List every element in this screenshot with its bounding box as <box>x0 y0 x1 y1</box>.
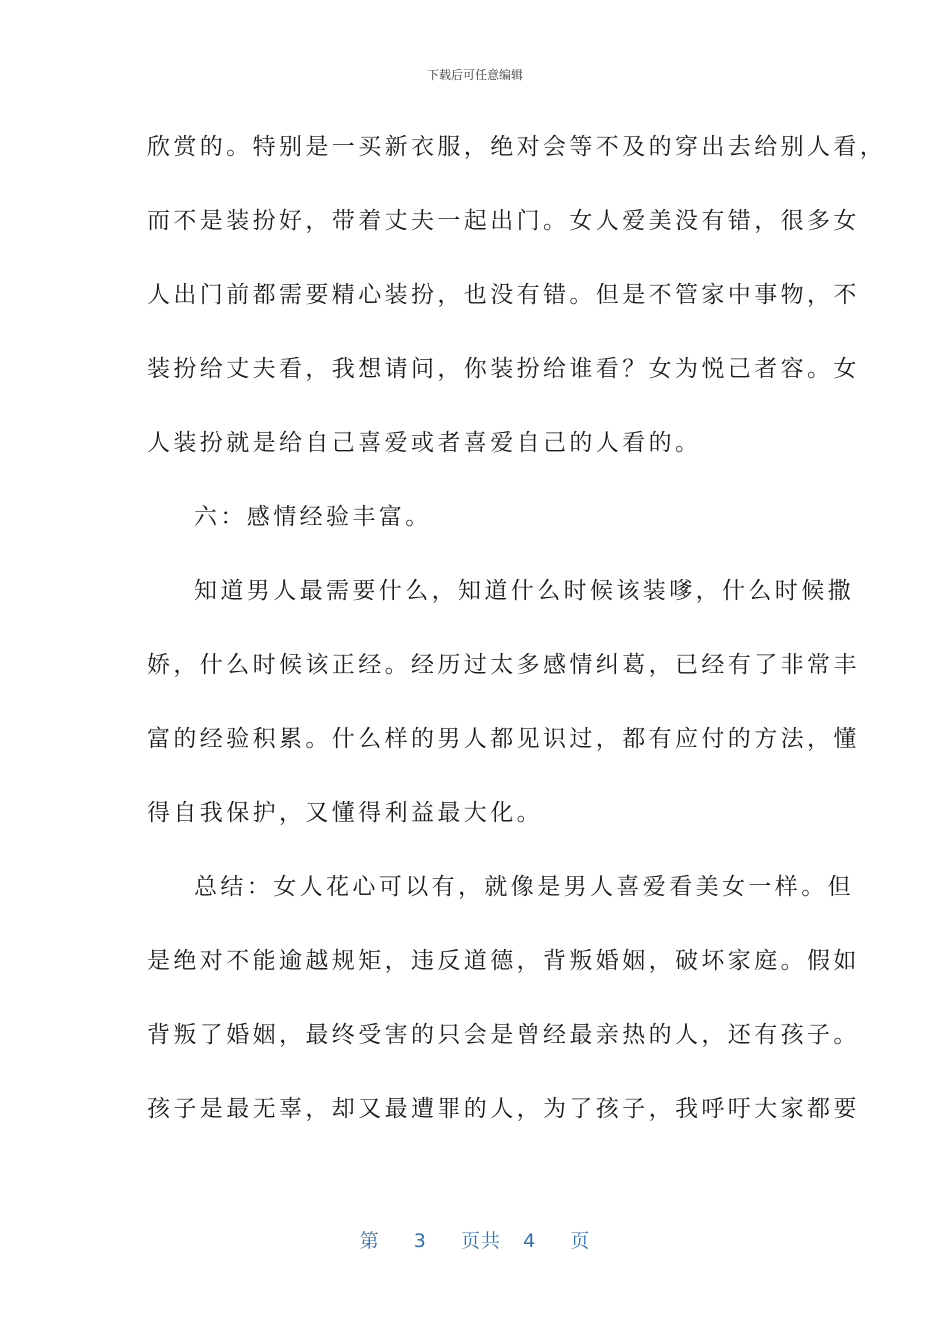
text-line: 得自我保护，又懂得利益最大化。 <box>147 800 543 826</box>
page-footer <box>0 1226 950 1253</box>
text-line: 而不是装扮好，带着丈夫一起出门。女人爱美没有错，很多女 <box>147 208 860 234</box>
text-line: 是绝对不能逾越规矩，违反道德，背叛婚姻，破坏家庭。假如 <box>147 948 860 974</box>
text-line: 娇，什么时候该正经。经历过太多感情纠葛，已经有了非常丰 <box>147 652 860 678</box>
text-line: 背叛了婚姻，最终受害的只会是曾经最亲热的人，还有孩子。 <box>147 1022 860 1048</box>
text-line: 欣赏的。特别是一买新衣服，绝对会等不及的穿出去给别人看， <box>147 134 887 160</box>
text-line: 孩子是最无辜，却又最遭罪的人，为了孩子，我呼吁大家都要 <box>147 1096 860 1122</box>
document-body <box>147 128 887 1164</box>
text-line: 人出门前都需要精心装扮，也没有错。但是不管家中事物，不 <box>147 282 860 308</box>
section-heading: 六：感情经验丰富。 <box>194 504 432 530</box>
page-middle: 页共 <box>460 1230 501 1252</box>
text-line: 总结：女人花心可以有，就像是男人喜爱看美女一样。但 <box>194 874 854 900</box>
page-suffix: 页 <box>570 1230 591 1252</box>
text-line: 人装扮就是给自己喜爱或者喜爱自己的人看的。 <box>147 430 702 456</box>
text-line: 知道男人最需要什么，知道什么时候该装嗲，什么时候撒 <box>194 578 854 604</box>
total-page-number: 4 <box>523 1230 537 1252</box>
current-page-number: 3 <box>413 1230 427 1252</box>
text-line: 装扮给丈夫看，我想请问，你装扮给谁看？女为悦己者容。女 <box>147 356 860 382</box>
page-prefix: 第 <box>359 1230 380 1252</box>
page-header: 下载后可任意编辑 <box>426 68 523 82</box>
text-line: 富的经验积累。什么样的男人都见识过，都有应付的方法，懂 <box>147 726 860 752</box>
